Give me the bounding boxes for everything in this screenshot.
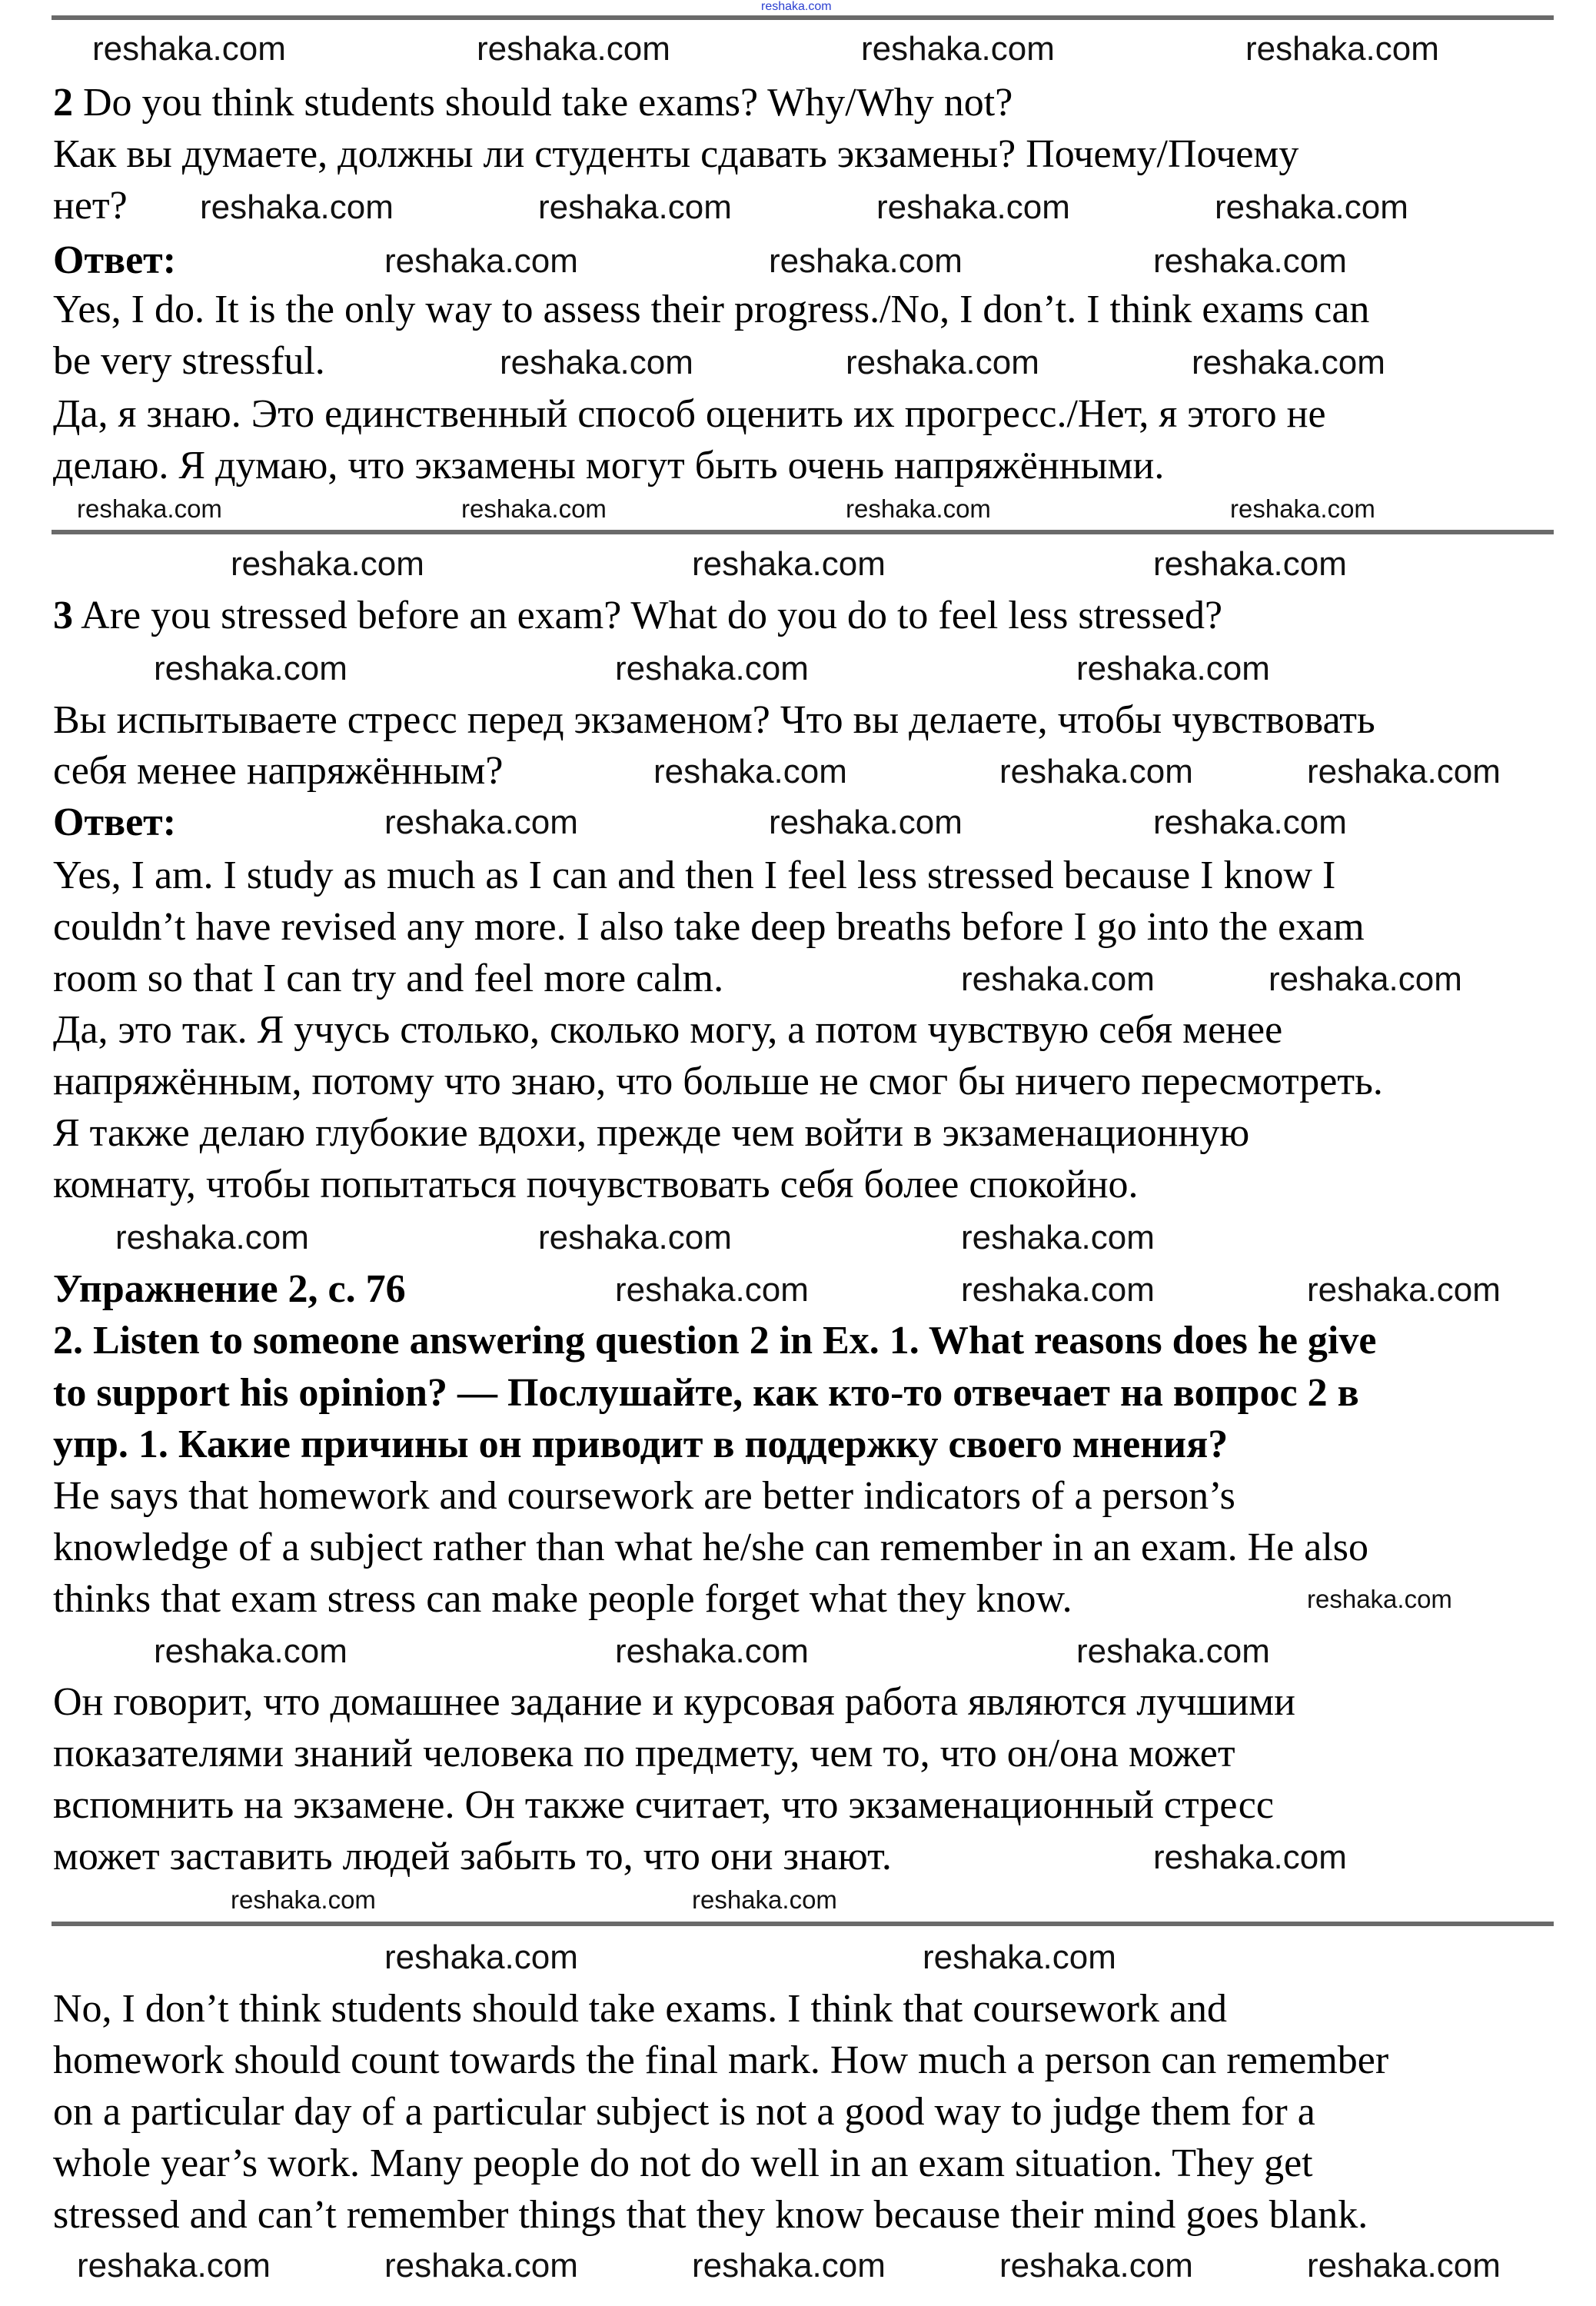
- watermark: reshaka.com: [538, 1219, 732, 1256]
- watermark: reshaka.com: [1215, 188, 1408, 226]
- answer-label: Ответ:: [53, 238, 177, 282]
- watermark: reshaka.com: [500, 344, 693, 381]
- watermark: reshaka.com: [384, 242, 578, 280]
- answer-text: Я также делаю глубокие вдохи, прежде чем войти в экзаменационную: [53, 1111, 1250, 1155]
- watermark: reshaka.com: [653, 753, 847, 790]
- question-number: 2: [53, 81, 73, 125]
- question-number: 3: [53, 594, 73, 637]
- watermark: reshaka.com: [115, 1219, 309, 1256]
- watermark: reshaka.com: [1192, 344, 1385, 381]
- watermark: reshaka.com: [1153, 545, 1347, 583]
- answer-text: делаю. Я думаю, что экзамены могут быть очень напряжёнными.: [53, 444, 1165, 487]
- question-2: [53, 80, 1012, 126]
- transcript-text: stressed and can’t remember things that they know because their mind goes blank.: [53, 2193, 1368, 2237]
- answer-text: Он говорит, что домашнее задание и курсовая работа являются лучшими: [53, 1680, 1295, 1724]
- watermark: reshaka.com: [1307, 753, 1501, 790]
- answer-text: показателями знаний человека по предмету, чем то, что он/она может: [53, 1732, 1235, 1775]
- watermark: reshaka.com: [615, 1632, 809, 1670]
- watermark: reshaka.com: [846, 344, 1039, 381]
- divider: [52, 530, 1554, 534]
- watermark: reshaka.com: [154, 650, 347, 687]
- watermark: reshaka.com: [923, 1938, 1116, 1976]
- watermark: reshaka.com: [999, 2247, 1193, 2284]
- question-text: Are you stressed before an exam? What do you do to feel less stressed?: [81, 594, 1223, 637]
- answer-text: Да, я знаю. Это единственный способ оценить их прогресс./Нет, я этого не: [53, 392, 1326, 436]
- watermark: reshaka.com: [692, 545, 886, 583]
- watermark: reshaka.com: [384, 804, 578, 841]
- watermark: reshaka.com: [876, 188, 1070, 226]
- watermark: reshaka.com: [692, 1885, 837, 1914]
- watermark: reshaka.com: [200, 188, 394, 226]
- watermark: reshaka.com: [615, 650, 809, 687]
- question-translation: Как вы думаете, должны ли студенты сдавать экзамены? Почему/Почему: [53, 132, 1299, 176]
- header-watermark: reshaka.com: [761, 0, 832, 13]
- watermark: reshaka.com: [154, 1632, 347, 1670]
- question-text: Do you think students should take exams? Why/Why not?: [83, 81, 1013, 125]
- answer-text: Yes, I do. It is the only way to assess their progress./No, I don’t. I think exams can: [53, 288, 1370, 331]
- task-text: 2. Listen to someone answering question 2 in Ex. 1. What reasons does he give: [53, 1319, 1377, 1363]
- watermark: reshaka.com: [92, 30, 286, 68]
- watermark: reshaka.com: [615, 1271, 809, 1309]
- watermark: reshaka.com: [961, 1219, 1155, 1256]
- answer-text: thinks that exam stress can make people forget what they know.: [53, 1577, 1072, 1621]
- watermark: reshaka.com: [384, 1938, 578, 1976]
- task-text: упр. 1. Какие причины он приводит в поддержку своего мнения?: [53, 1423, 1229, 1466]
- watermark: reshaka.com: [769, 804, 963, 841]
- watermark: reshaka.com: [1153, 1838, 1347, 1876]
- answer-text: напряжённым, потому что знаю, что больше не смог бы ничего пересмотреть.: [53, 1060, 1383, 1103]
- watermark: reshaka.com: [846, 494, 991, 523]
- question-translation: нет?: [53, 184, 128, 228]
- answer-text: Yes, I am. I study as much as I can and then I feel less stressed because I know I: [53, 854, 1336, 897]
- watermark: reshaka.com: [961, 1271, 1155, 1309]
- answer-text: be very stressful.: [53, 339, 325, 383]
- watermark: reshaka.com: [231, 1885, 376, 1914]
- answer-text: knowledge of a subject rather than what he/she can remember in an exam. He also: [53, 1526, 1368, 1569]
- watermark: reshaka.com: [999, 753, 1193, 790]
- watermark: reshaka.com: [961, 960, 1155, 998]
- watermark: reshaka.com: [1153, 242, 1347, 280]
- transcript-text: homework should count towards the final mark. How much a person can remember: [53, 2038, 1389, 2082]
- answer-text: Да, это так. Я учусь столько, сколько могу, а потом чувствую себя менее: [53, 1008, 1283, 1052]
- watermark: reshaka.com: [231, 545, 424, 583]
- watermark: reshaka.com: [1307, 2247, 1501, 2284]
- transcript-text: whole year’s work. Many people do not do well in an exam situation. They get: [53, 2141, 1313, 2185]
- answer-text: комнату, чтобы попытаться почувствовать себя более спокойно.: [53, 1163, 1139, 1206]
- watermark: reshaka.com: [77, 2247, 271, 2284]
- watermark: reshaka.com: [1268, 960, 1462, 998]
- answer-text: может заставить людей забыть то, что они знают.: [53, 1835, 892, 1878]
- question-translation: Вы испытываете стресс перед экзаменом? Что вы делаете, чтобы чувствовать: [53, 698, 1375, 742]
- watermark: reshaka.com: [384, 2247, 578, 2284]
- answer-text: couldn’t have revised any more. I also take deep breaths before I go into the exam: [53, 905, 1365, 949]
- watermark: reshaka.com: [1245, 30, 1439, 68]
- watermark: reshaka.com: [1307, 1271, 1501, 1309]
- answer-label: Ответ:: [53, 800, 177, 844]
- question-3: [53, 593, 1222, 639]
- divider: [52, 1922, 1554, 1926]
- watermark: reshaka.com: [477, 30, 670, 68]
- watermark: reshaka.com: [1076, 650, 1270, 687]
- divider: [52, 15, 1554, 20]
- task-text: to support his opinion? — Послушайте, как кто-то отвечает на вопрос 2 в: [53, 1371, 1359, 1415]
- watermark: reshaka.com: [1153, 804, 1347, 841]
- watermark: reshaka.com: [461, 494, 607, 523]
- watermark: reshaka.com: [538, 188, 732, 226]
- watermark: reshaka.com: [769, 242, 963, 280]
- watermark: reshaka.com: [1230, 494, 1375, 523]
- answer-text: вспомнить на экзамене. Он также считает, что экзаменационный стресс: [53, 1783, 1274, 1827]
- answer-text: room so that I can try and feel more calm.: [53, 957, 724, 1000]
- answer-text: He says that homework and coursework are better indicators of a person’s: [53, 1474, 1235, 1518]
- watermark: reshaka.com: [1076, 1632, 1270, 1670]
- watermark: reshaka.com: [861, 30, 1055, 68]
- watermark: reshaka.com: [77, 494, 222, 523]
- transcript-text: No, I don’t think students should take exams. I think that coursework and: [53, 1987, 1228, 2031]
- exercise-title: Упражнение 2, с. 76: [53, 1267, 406, 1311]
- transcript-text: on a particular day of a particular subject is not a good way to judge them for a: [53, 2090, 1315, 2134]
- question-translation: себя менее напряжённым?: [53, 749, 504, 793]
- watermark: reshaka.com: [1307, 1585, 1452, 1613]
- watermark: reshaka.com: [692, 2247, 886, 2284]
